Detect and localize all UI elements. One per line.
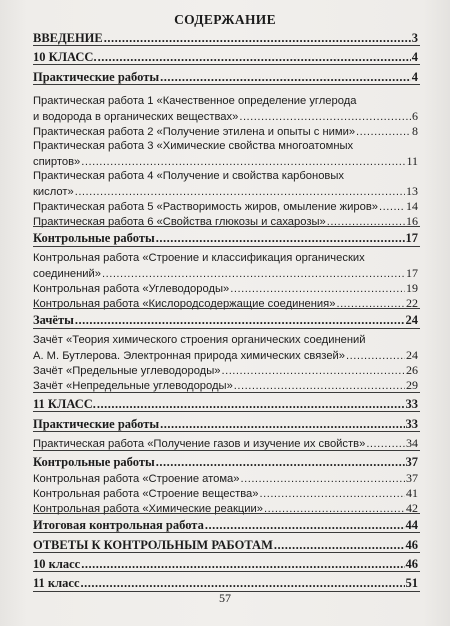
toc-entry-text: соединений»	[33, 268, 101, 280]
toc-page-number: 24	[405, 313, 418, 327]
toc-section-heading	[33, 417, 418, 432]
toc-page-number: 3	[411, 31, 418, 45]
divider-rule	[33, 84, 420, 85]
divider-rule	[33, 226, 420, 227]
toc-page-number: 13	[406, 184, 418, 198]
toc-entry	[33, 94, 418, 125]
dot-leader	[239, 110, 411, 125]
dot-leader	[346, 349, 405, 364]
divider-rule	[33, 571, 420, 572]
divider-rule	[33, 411, 420, 412]
toc-page-number: 41	[406, 486, 418, 500]
dot-leader	[156, 231, 405, 246]
toc-page-number: 37	[405, 455, 418, 469]
toc-page-number: 11	[406, 154, 418, 168]
toc-page-number: 19	[406, 281, 418, 295]
dot-leader	[160, 417, 404, 432]
divider-rule	[33, 64, 420, 65]
dot-leader	[264, 502, 405, 517]
divider-rule	[33, 246, 420, 247]
dot-leader	[356, 125, 411, 140]
toc-entry-text: Контрольная работа «Строение и классификация органических	[33, 252, 365, 264]
toc-page-number: 42	[406, 501, 418, 515]
dot-leader	[230, 282, 405, 297]
toc-entry-text: 11 КЛАСС.	[33, 397, 96, 411]
divider-rule	[33, 552, 420, 553]
toc-page-number: 33	[405, 397, 418, 411]
toc-page-number: 4	[411, 50, 418, 64]
toc-section-heading	[33, 576, 418, 591]
toc-entry-text: ВВЕДЕНИЕ	[33, 31, 103, 45]
toc-entry-text: Практическая работа 1 «Качественное определение углерода	[33, 95, 357, 107]
dot-leader	[98, 50, 411, 65]
dot-leader	[81, 576, 405, 591]
divider-rule	[33, 450, 420, 451]
toc-entry-text: Практическая работа 4 «Получение и свойства карбоновых	[33, 170, 345, 182]
toc-entry-text: кислот»	[33, 186, 74, 198]
toc-entry-text: Контрольные работы	[33, 231, 155, 245]
toc-entry-text: 11 класс	[33, 576, 80, 590]
toc-page-number: 46	[405, 557, 418, 571]
dot-leader	[104, 31, 411, 46]
toc-page-number: 22	[406, 296, 418, 310]
toc-entry-text: А. М. Бутлерова. Электронная природа химических связей»	[33, 350, 346, 362]
toc-entry	[33, 139, 418, 170]
toc-page-number: 33	[405, 417, 418, 431]
toc-page-number: 14	[406, 199, 418, 213]
toc-page-number: 34	[406, 436, 418, 450]
toc-entry	[33, 169, 418, 200]
toc-entry-text: Контрольные работы	[33, 455, 155, 469]
divider-rule	[33, 532, 420, 533]
toc-entry	[33, 214, 418, 230]
toc-entry-text: 10 класс	[33, 557, 81, 571]
dot-leader	[327, 215, 405, 230]
page-number: 57	[219, 591, 231, 605]
toc-entry-text: Итоговая контрольная работа	[33, 518, 204, 532]
toc-page-number: 16	[406, 214, 418, 228]
toc-page-number: 8	[412, 124, 418, 138]
toc-entry	[33, 363, 418, 379]
toc-entry-text: Зачёт «Предельные углеводороды»	[33, 365, 221, 377]
toc-section-heading	[33, 50, 418, 65]
toc-page-number: 37	[406, 471, 418, 485]
dot-leader	[102, 267, 405, 282]
dot-leader	[379, 200, 405, 215]
toc-entry-text: Зачёт «Непредельные углеводороды»	[33, 380, 233, 392]
toc-entry-text: Практическая работа 3 «Химические свойства многоатомных	[33, 140, 354, 152]
toc-entry-text: Практическая работа 5 «Растворимость жиров, омыление жиров»	[33, 201, 379, 213]
toc-entry-text: спиртов»	[33, 156, 81, 168]
toc-entry	[33, 124, 418, 140]
toc-section-heading	[33, 518, 418, 533]
toc-entry-text: Практические работы	[33, 417, 160, 431]
dot-leader	[336, 297, 405, 312]
toc-page-number: 6	[412, 109, 418, 123]
toc-entry	[33, 486, 418, 502]
dot-leader	[160, 70, 411, 85]
dot-leader	[97, 397, 405, 412]
toc-page-number: 17	[406, 266, 418, 280]
toc-entry-text: Зачёты	[33, 313, 74, 327]
dot-leader	[75, 185, 405, 200]
toc-entry	[33, 251, 418, 282]
toc-section-heading	[33, 313, 418, 328]
toc-page-number: 29	[406, 378, 418, 392]
toc-page-number: 44	[405, 518, 418, 532]
toc-entry-text: Практическая работа 2 «Получение этилена и опыты с ними»	[33, 126, 356, 138]
dot-leader	[241, 472, 406, 487]
toc-entry-text: Практическая работа 6 «Свойства глюкозы и сахарозы»	[33, 216, 326, 228]
toc-entry	[33, 296, 418, 312]
toc-entry	[33, 199, 418, 215]
toc-entry-text: Практическая работа «Получение газов и изучение их свойств»	[33, 438, 366, 450]
toc-section-heading	[33, 231, 418, 246]
dot-leader	[260, 487, 406, 502]
toc-entry	[33, 501, 418, 517]
toc-page-number: 51	[405, 576, 418, 590]
toc-entry-text: Контрольная работа «Строение вещества»	[33, 488, 259, 500]
divider-rule	[33, 431, 420, 432]
toc-entry-text: Зачёт «Теория химического строения органических соединений	[33, 334, 366, 346]
toc-entry	[33, 333, 418, 364]
toc-entry-text: Практические работы	[33, 70, 160, 84]
toc-section-heading	[33, 557, 418, 572]
dot-leader	[81, 155, 405, 170]
divider-rule	[33, 45, 420, 46]
dot-leader	[274, 538, 405, 553]
toc-entry	[33, 471, 418, 487]
toc-page-number: 46	[405, 538, 418, 552]
toc-entry-text: Контрольная работа «Химические реакции»	[33, 503, 263, 515]
toc-entry-text: Контрольная работа «Углеводороды»	[33, 283, 230, 295]
toc-entry-text: 10 КЛАСС.	[33, 50, 97, 64]
divider-rule	[33, 392, 420, 393]
dot-leader	[75, 313, 405, 328]
toc-entry-text: Контрольная работа «Строение атома»	[33, 473, 240, 485]
dot-leader	[81, 557, 404, 572]
toc-page-number: 17	[405, 231, 418, 245]
toc-entry-text: ОТВЕТЫ К КОНТРОЛЬНЫМ РАБОТАМ	[33, 538, 273, 552]
toc-page-number: 26	[406, 363, 418, 377]
toc-section-heading	[33, 538, 418, 553]
toc-page-number: 4	[411, 70, 418, 84]
toc-section-heading	[33, 31, 418, 46]
toc-entry-text: Контрольная работа «Кислородсодержащие соединения»	[33, 298, 336, 310]
divider-rule	[33, 513, 420, 514]
toc-section-heading	[33, 70, 418, 85]
dot-leader	[205, 518, 405, 533]
toc-section-heading	[33, 455, 418, 470]
dot-leader	[156, 455, 405, 470]
toc-section-heading	[33, 397, 418, 412]
divider-rule	[33, 328, 420, 329]
toc-entry	[33, 281, 418, 297]
dot-leader	[221, 364, 405, 379]
toc-page-number: 24	[406, 348, 418, 362]
divider-rule	[33, 308, 420, 309]
page-title: СОДЕРЖАНИЕ	[174, 12, 276, 27]
toc-entry-text: и водорода в органических веществах»	[33, 111, 239, 123]
